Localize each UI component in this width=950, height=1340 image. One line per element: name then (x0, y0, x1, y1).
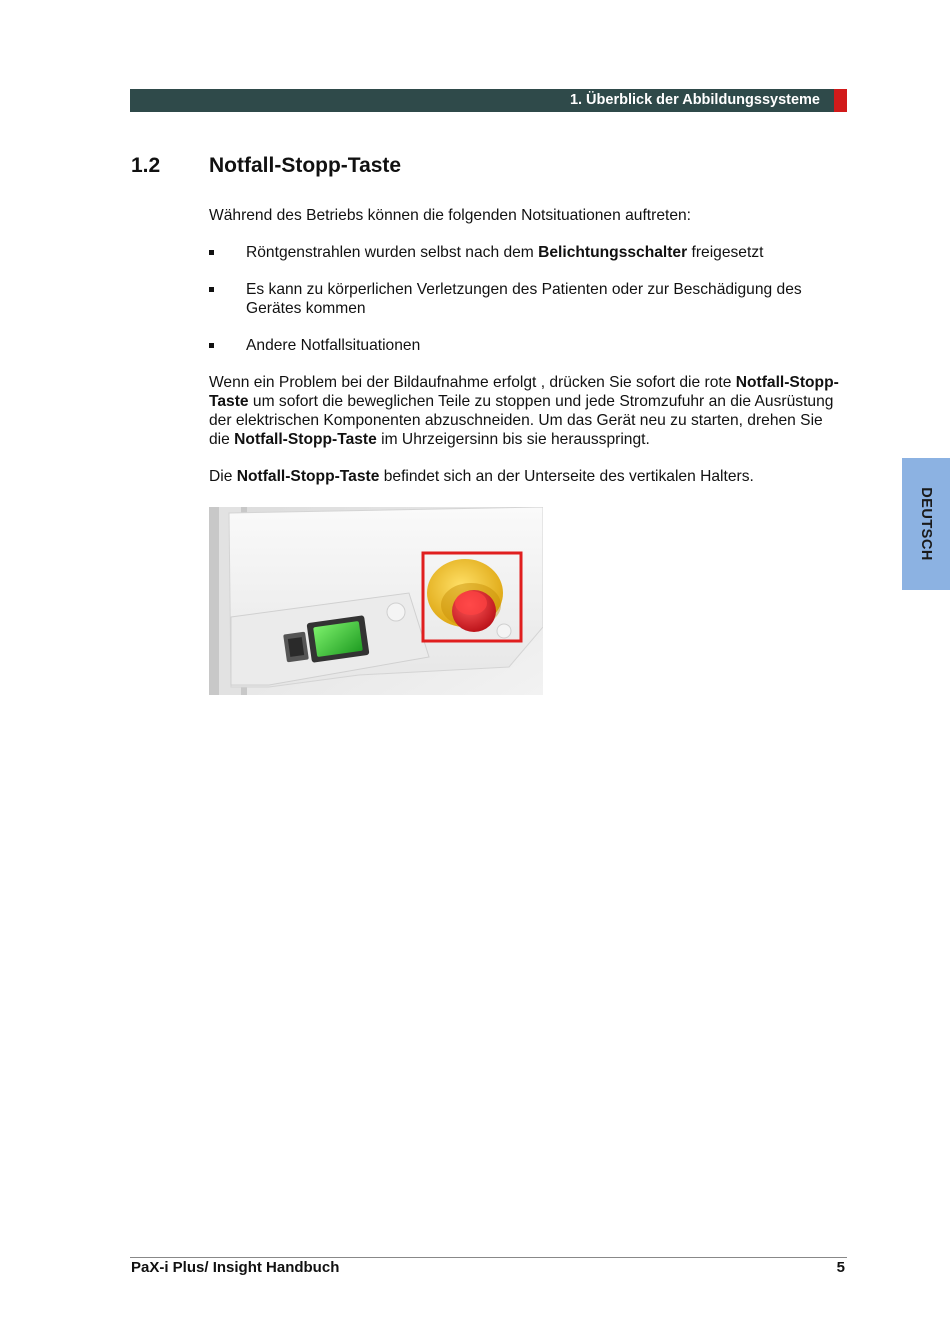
device-illustration (209, 507, 543, 695)
language-side-tab (902, 458, 950, 590)
bullet-text: Es kann zu körperlichen Verletzungen des Patienten oder zur Beschädigung des Gerätes kommen (246, 281, 802, 317)
paragraph-text: befindet sich an der Unterseite des vertikalen Halters. (379, 468, 754, 485)
intro-paragraph: Während des Betriebs können die folgenden Notsituationen auftreten: (209, 207, 691, 224)
bullet-square-icon (209, 343, 214, 348)
footer-manual-title: PaX-i Plus/ Insight Handbuch (131, 1259, 340, 1276)
footer-page-number: 5 (836, 1259, 845, 1276)
section-title: Notfall-Stopp-Taste (209, 154, 402, 177)
bullet-bold-text: Belichtungsschalter (538, 244, 688, 261)
screw-icon (387, 603, 405, 621)
paragraph-text: um sofort die beweglichen Teile zu stoppen und jede Stromzufuhr an die Ausrüstung der elektrischen Komponenten abzuschneiden. Um das Gerät neu zu starten, drehen Sie die (209, 393, 834, 448)
paragraph-text: Wenn ein Problem bei der Bildaufnahme erfolgt , drücken Sie sofort die rote (209, 374, 736, 391)
bullet-text: Röntgenstrahlen wurden selbst nach dem (246, 244, 539, 261)
location-paragraph (209, 467, 841, 486)
language-label: DEUTSCH (918, 487, 934, 561)
power-switch-icon (313, 621, 363, 657)
paragraph-text: Die (209, 468, 237, 485)
body-text (209, 206, 841, 504)
instruction-paragraph (209, 373, 841, 449)
connector-pins (288, 637, 304, 657)
paragraph-bold-text: Notfall-Stopp-Taste (234, 431, 377, 448)
list-item (209, 243, 841, 262)
section-number: 1.2 (131, 154, 161, 177)
chapter-header-bar (130, 89, 834, 112)
bullet-text: freigesetzt (687, 244, 764, 261)
bullet-text: Andere Notfallsituationen (246, 337, 421, 354)
list-item (209, 280, 841, 318)
header-accent-block (834, 89, 847, 112)
chapter-title: 1. Überblick der Abbildungssysteme (569, 92, 820, 108)
paragraph-bold-text: Notfall-Stopp-Taste (209, 374, 839, 410)
screw-icon (497, 624, 511, 638)
list-item (209, 336, 841, 355)
footer-divider (130, 1257, 847, 1258)
emergency-stop-button-top (455, 591, 487, 615)
paragraph-text: im Uhrzeigersinn bis sie herausspringt. (376, 431, 650, 448)
paragraph-bold-text: Notfall-Stopp-Taste (236, 468, 380, 485)
bullet-square-icon (209, 250, 214, 255)
bullet-square-icon (209, 287, 214, 292)
emergency-stop-photo (209, 507, 543, 695)
emergency-list (209, 243, 841, 355)
